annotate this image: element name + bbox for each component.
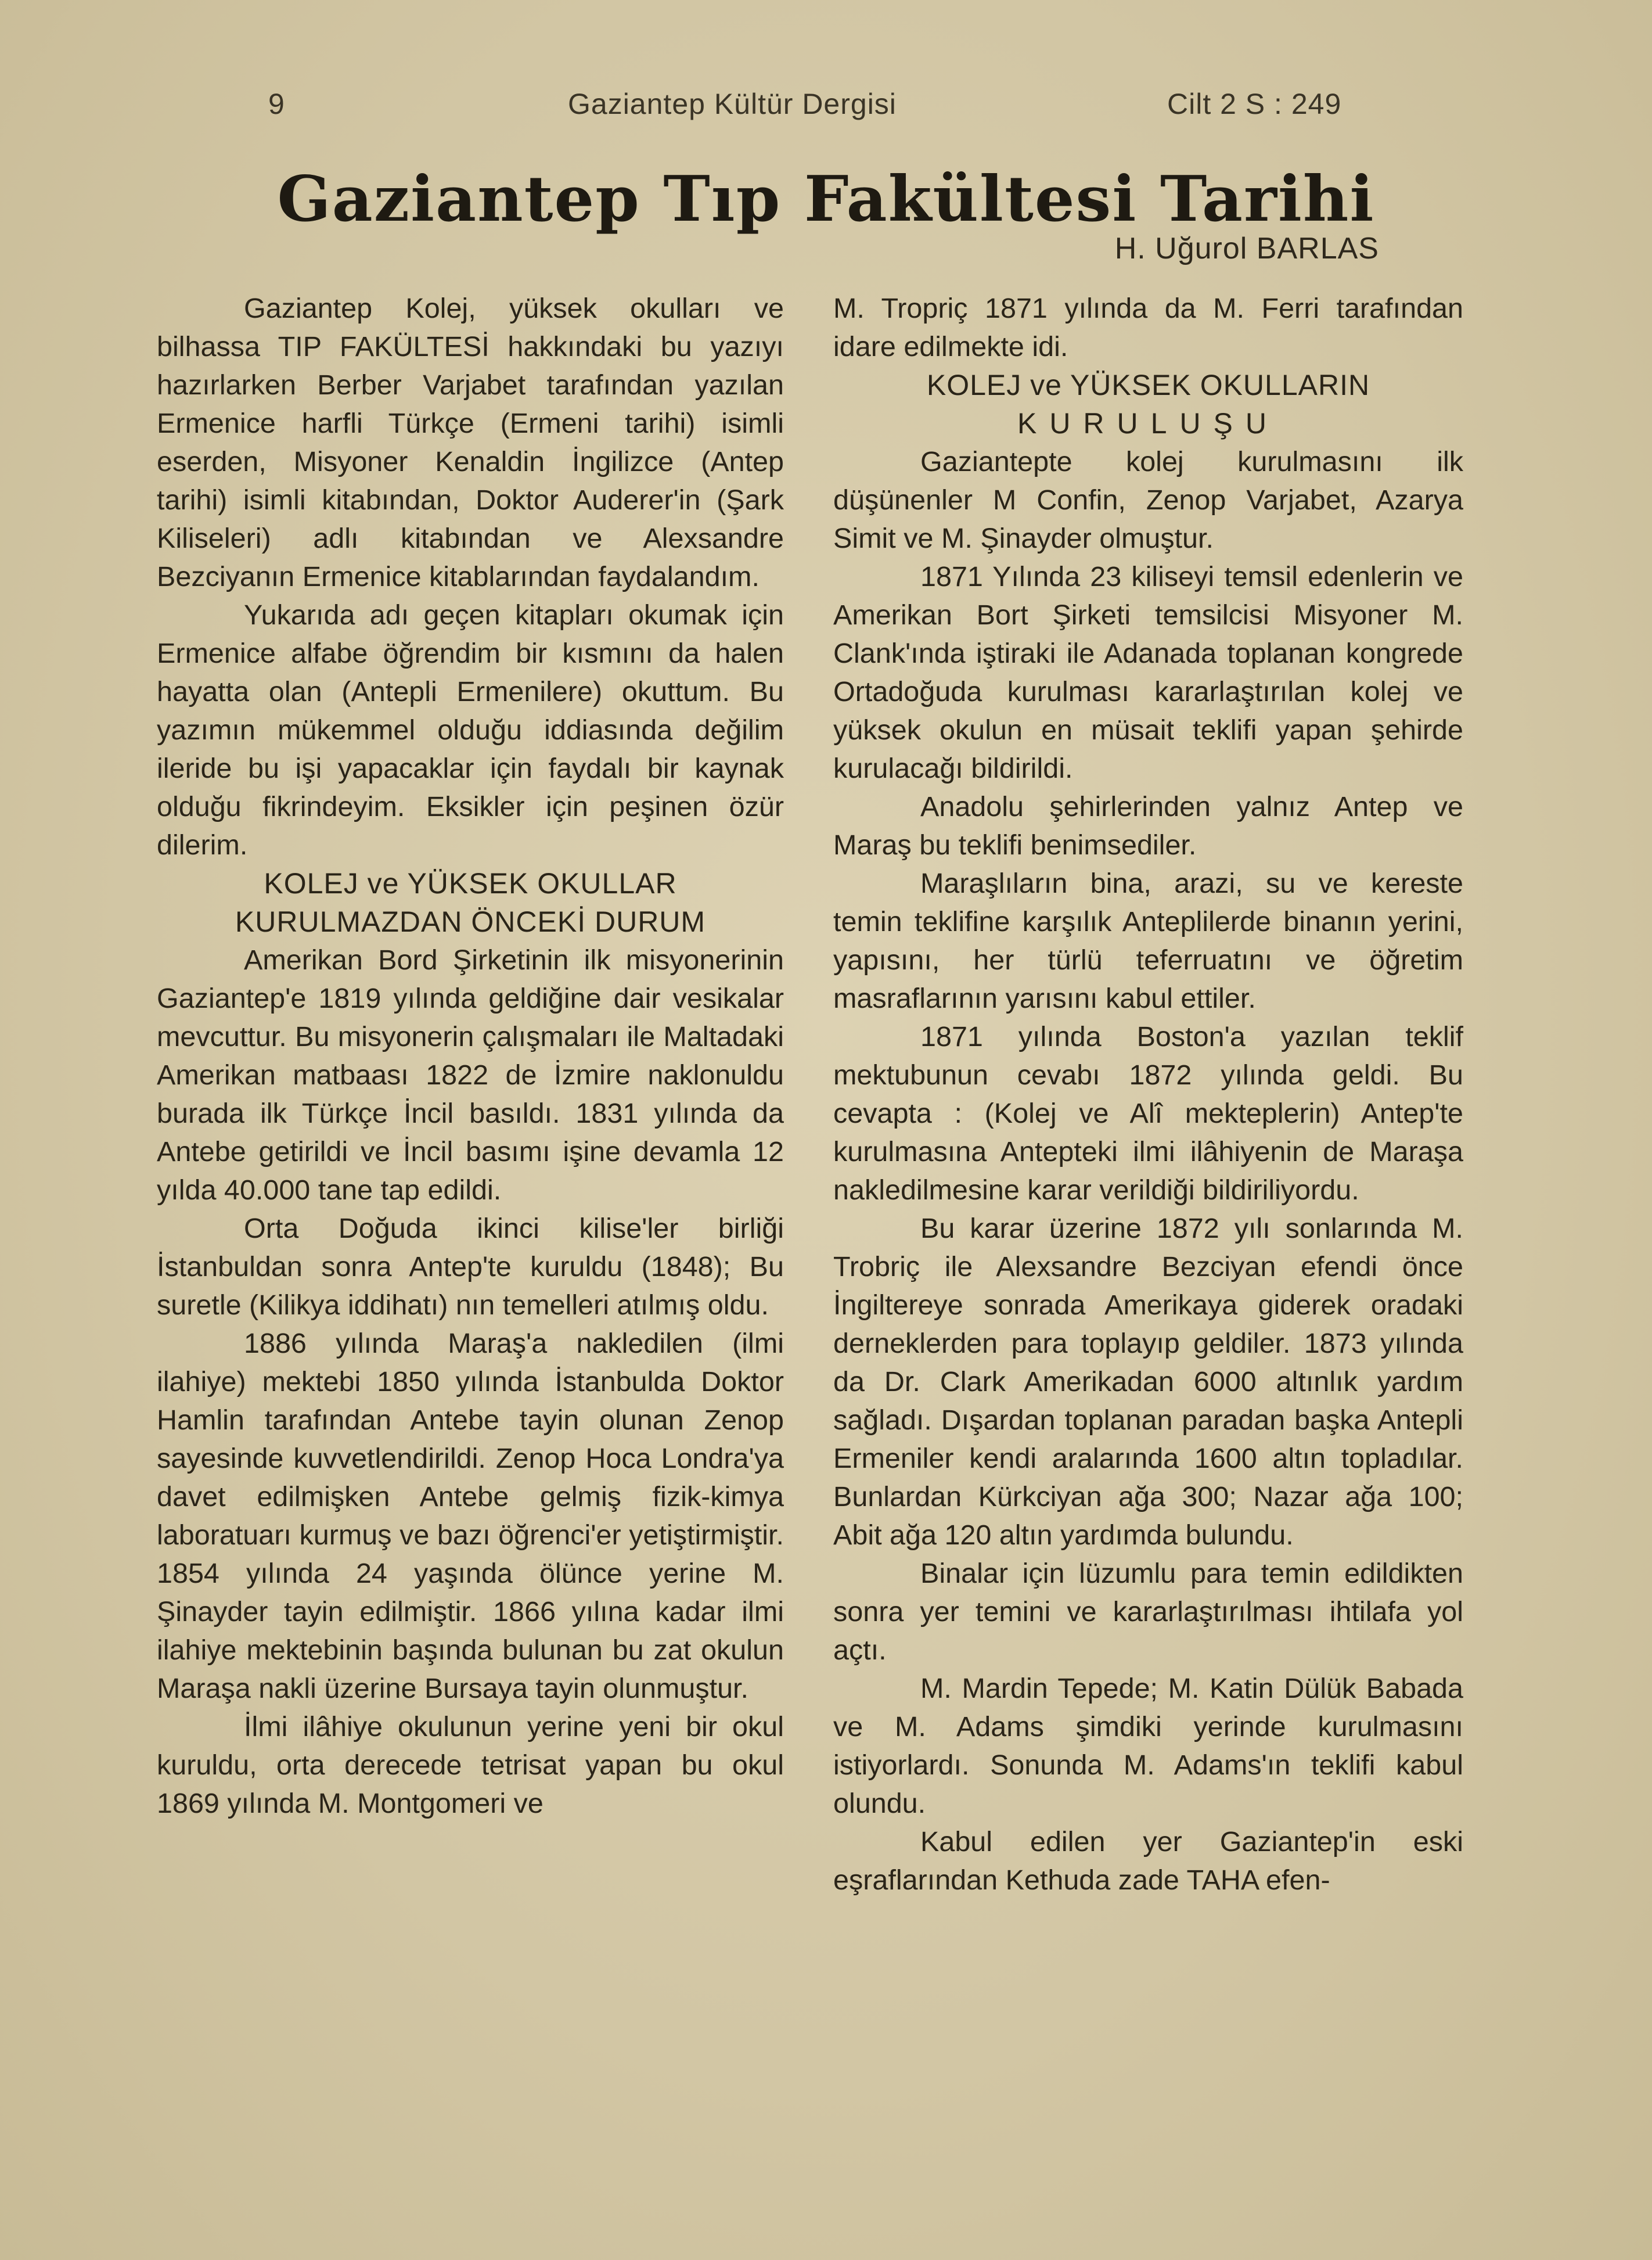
paragraph: Yukarıda adı geçen kitapları okumak için Ermenice alfabe öğrendim bir kısmını da halen hayatta olan (Antepli Ermenilere) okuttum. Bu yazımın mükemmel olduğu iddiasında değilim ileride bu işi yapacaklar için faydalı bir kaynak olduğu fikrindeyim. Eksikler için peşinen özür dilerim. xyxy=(157,599,784,861)
paragraph: Maraşlıların bina, arazi, su ve kereste temin teklifine karşılık Anteplilerde binanın yerini, yapısını, her türlü teferruatını ve öğretim masraflarının yarısını kabul ettiler. xyxy=(833,868,1463,1014)
volume-info: Cilt 2 S : 249 xyxy=(1167,88,1342,120)
section-heading: KURULUŞU xyxy=(1017,407,1280,440)
running-header xyxy=(0,87,1652,128)
paragraph: Amerikan Bord Şirketinin ilk misyonerinin Gaziantep'e 1819 yılında geldiğine dair vesikalar mevcuttur. Bu misyonerin çalışmaları ile Maltadaki Amerikan matbaası 1822 de İzmire naklonuldu burada ilk Türkçe İncil basıldı. 1831 yılında da Antebe getirildi ve İncil basımı işine devamla 12 yılda 40.000 tane tap edildi. xyxy=(157,944,784,1206)
paragraph: M. Tropriç 1871 yılında da M. Ferri tarafından idare edilmekte idi. xyxy=(833,293,1463,362)
paragraph: Gaziantepte kolej kurulmasını ilk düşünenler M Confin, Zenop Varjabet, Azarya Simit ve M. Şinayder olmuştur. xyxy=(833,446,1463,554)
paragraph: Gaziantep Kolej, yüksek okulları ve bilhassa TIP FAKÜLTESİ hakkındaki bu yazıyı hazırlarken Berber Varjabet tarafından yazılan Ermenice harfli Türkçe (Ermeni tarihi) isimli eserden, Misyoner Kenaldin İngilizce (Antep tarihi) isimli kitabından, Doktor Auderer'in (Şark Kiliseleri) adlı kitabından ve Alexsandre Bezciyanın Ermenice kitablarından faydalandım. xyxy=(157,293,784,592)
paragraph: Kabul edilen yer Gaziantep'in eski eşraflarından Kethuda zade TAHA efen- xyxy=(833,1826,1463,1896)
paragraph: 1886 yılında Maraş'a nakledilen (ilmi ilahiye) mektebi 1850 yılında İstanbulda Doktor Hamlin tarafından Antebe tayin olunan Zenop sayesinde kuvvetlendirildi. Zenop Hoca Londra'ya davet edilmişken Antebe gelmiş fizik-kimya laboratuarı kurmuş ve bazı öğrenci'er yetiştirmiştir. 1854 yılında 24 yaşında ölünce yerine M. Şinayder tayin edilmiştir. 1866 yılına kadar ilmi ilahiye mektebinin başında bulunan bu zat okulun Maraşa nakli üzerine Bursaya tayin olunmuştur. xyxy=(157,1328,784,1704)
paragraph: Bu karar üzerine 1872 yılı sonlarında M. Trobriç ile Alexsandre Bezciyan efendi önce İngiltereye sonrada Amerikaya giderek oradaki derneklerden para toplayıp geldiler. 1873 yılında da Dr. Clark Amerikadan 6000 altınlık yardım sağladı. Dışardan toplanan paradan başka Antepli Ermeniler kendi aralarında 1600 altın topladılar. Bunlardan Kürkciyan ağa 300; Nazar ağa 100; Abit ağa 120 altın yardımda bulundu. xyxy=(833,1213,1463,1551)
article-author: H. Uğurol BARLAS xyxy=(1114,232,1379,265)
journal-name: Gaziantep Kültür Dergisi xyxy=(568,88,897,120)
paragraph: İlmi ilâhiye okulunun yerine yeni bir okul kuruldu, orta derecede tetrisat yapan bu okul 1869 yılında M. Montgomeri ve xyxy=(157,1711,784,1819)
paragraph: Anadolu şehirlerinden yalnız Antep ve Maraş bu teklifi benimsediler. xyxy=(833,791,1463,861)
paragraph: M. Mardin Tepede; M. Katin Dülük Babada ve M. Adams şimdiki yerinde kurulmasını istiyorlardı. Sonunda M. Adams'ın teklifi kabul olundu. xyxy=(833,1673,1463,1819)
page-marker: 9 xyxy=(268,88,285,120)
paragraph: Binalar için lüzumlu para temin edildikten sonra yer temini ve kararlaştırılması ihtilafa yol açtı. xyxy=(833,1558,1463,1666)
right-column xyxy=(833,289,1463,1899)
article-title: Gaziantep Tıp Fakültesi Tarihi xyxy=(277,163,1375,236)
left-column xyxy=(157,289,784,1823)
paragraph: Orta Doğuda ikinci kilise'ler birliği İstanbuldan sonra Antep'te kuruldu (1848); Bu suretle (Kilikya iddihatı) nın temelleri atılmış oldu. xyxy=(157,1213,784,1321)
section-heading: KOLEJ ve YÜKSEK OKULLAR xyxy=(264,867,677,900)
section-heading: KURULMAZDAN ÖNCEKİ DURUM xyxy=(235,906,706,938)
paragraph: 1871 Yılında 23 kiliseyi temsil edenlerin ve Amerikan Bort Şirketi temsilcisi Misyoner M. Clank'ında iştiraki ile Adanada toplanan kongrede Ortadoğuda kurulması kararlaştırılan kolej ve yüksek okulun en müsait teklifi yapan şehirde kurulacağı bildirildi. xyxy=(833,561,1463,784)
paragraph: 1871 yılında Boston'a yazılan teklif mektubunun cevabı 1872 yılında geldi. Bu cevapta : (Kolej ve Alî mekteplerin) Antep'te kurulmasına Antepteki ilmi ilâhiyenin de Maraşa nakledilmesine karar verildiği bildiriliyordu. xyxy=(833,1021,1463,1206)
section-heading: KOLEJ ve YÜKSEK OKULLARIN xyxy=(926,369,1370,401)
